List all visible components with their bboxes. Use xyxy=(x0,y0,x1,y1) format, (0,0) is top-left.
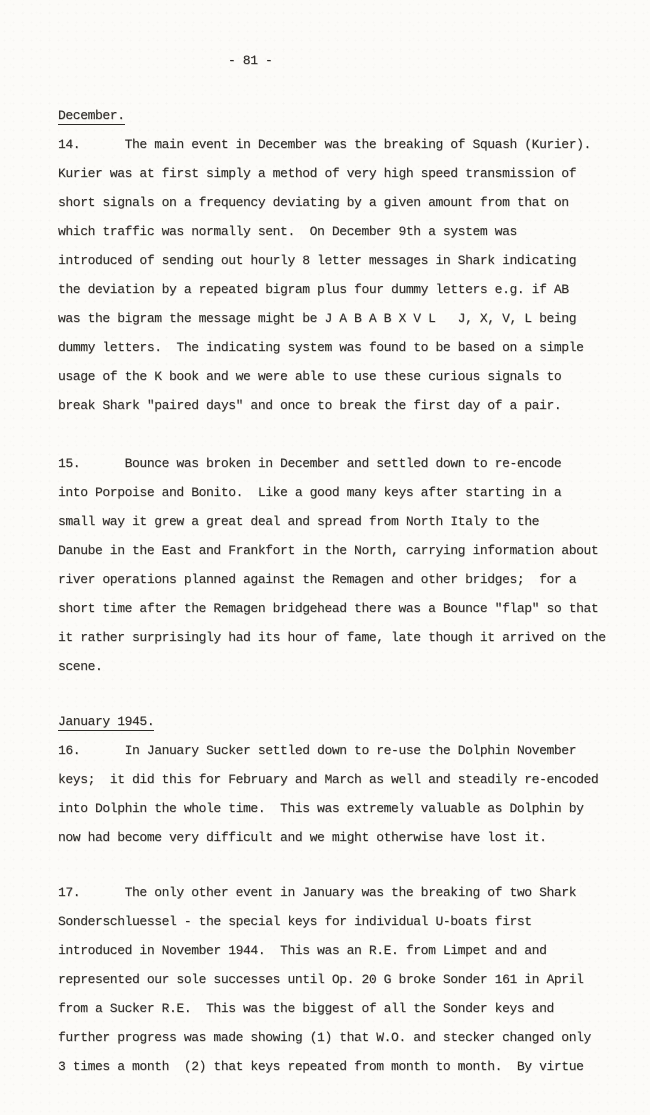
text-line: now had become very difficult and we might otherwise have lost it. xyxy=(58,830,547,845)
text-line: introduced of sending out hourly 8 letter messages in Shark indicating xyxy=(58,253,577,268)
section-heading-december xyxy=(58,101,620,130)
text-line: short signals on a frequency deviating by a given amount from that on xyxy=(58,195,569,210)
section-heading-december-text: December. xyxy=(58,108,125,123)
text-line: into Dolphin the whole time. This was extremely valuable as Dolphin by xyxy=(58,801,584,816)
text-line: small way it grew a great deal and spread from North Italy to the xyxy=(58,514,540,529)
text-line: river operations planned against the Remagen and other bridges; for a xyxy=(58,572,577,587)
text-line: 17. The only other event in January was the breaking of two Shark xyxy=(58,885,577,900)
text-line: keys; it did this for February and March as well and steadily re-encoded xyxy=(58,772,599,787)
text-line: 3 times a month (2) that keys repeated from month to month. By virtue xyxy=(58,1059,584,1074)
text-line: further progress was made showing (1) that W.O. and stecker changed only xyxy=(58,1030,591,1045)
paragraph-15 xyxy=(58,449,620,681)
text-line: Sonderschluessel - the special keys for individual U-boats first xyxy=(58,914,532,929)
section-heading-january-1945 xyxy=(58,707,620,736)
text-line: 16. In January Sucker settled down to re-use the Dolphin November xyxy=(58,743,577,758)
text-line: short time after the Remagen bridgehead there was a Bounce "flap" so that xyxy=(58,601,599,616)
text-line: Kurier was at first simply a method of very high speed transmission of xyxy=(58,166,577,181)
text-line: into Porpoise and Bonito. Like a good many keys after starting in a xyxy=(58,485,562,500)
paragraph-14 xyxy=(58,130,620,420)
text-line: 14. The main event in December was the breaking of Squash (Kurier). xyxy=(58,137,591,152)
text-line: which traffic was normally sent. On December 9th a system was xyxy=(58,224,517,239)
text-line: 15. Bounce was broken in December and settled down to re-encode xyxy=(58,456,562,471)
text-line: scene. xyxy=(58,659,103,674)
text-line: usage of the K book and we were able to use these curious signals to xyxy=(58,369,562,384)
text-line: dummy letters. The indicating system was found to be based on a simple xyxy=(58,340,584,355)
text-line: it rather surprisingly had its hour of fame, late though it arrived on the xyxy=(58,630,606,645)
text-line: break Shark "paired days" and once to break the first day of a pair. xyxy=(58,398,562,413)
page-content xyxy=(58,101,620,1081)
section-heading-january-1945-text: January 1945. xyxy=(58,714,155,729)
text-line: was the bigram the message might be J A B A B X V L J, X, V, L being xyxy=(58,311,577,326)
text-line: introduced in November 1944. This was an R.E. from Limpet and and xyxy=(58,943,547,958)
text-line: the deviation by a repeated bigram plus four dummy letters e.g. if AB xyxy=(58,282,569,297)
page-number: - 81 - xyxy=(228,53,273,68)
text-line: represented our sole successes until Op. 20 G broke Sonder 161 in April xyxy=(58,972,584,987)
text-line: from a Sucker R.E. This was the biggest of all the Sonder keys and xyxy=(58,1001,554,1016)
paragraph-16 xyxy=(58,736,620,852)
paragraph-17 xyxy=(58,878,620,1081)
text-line: Danube in the East and Frankfort in the North, carrying information about xyxy=(58,543,599,558)
